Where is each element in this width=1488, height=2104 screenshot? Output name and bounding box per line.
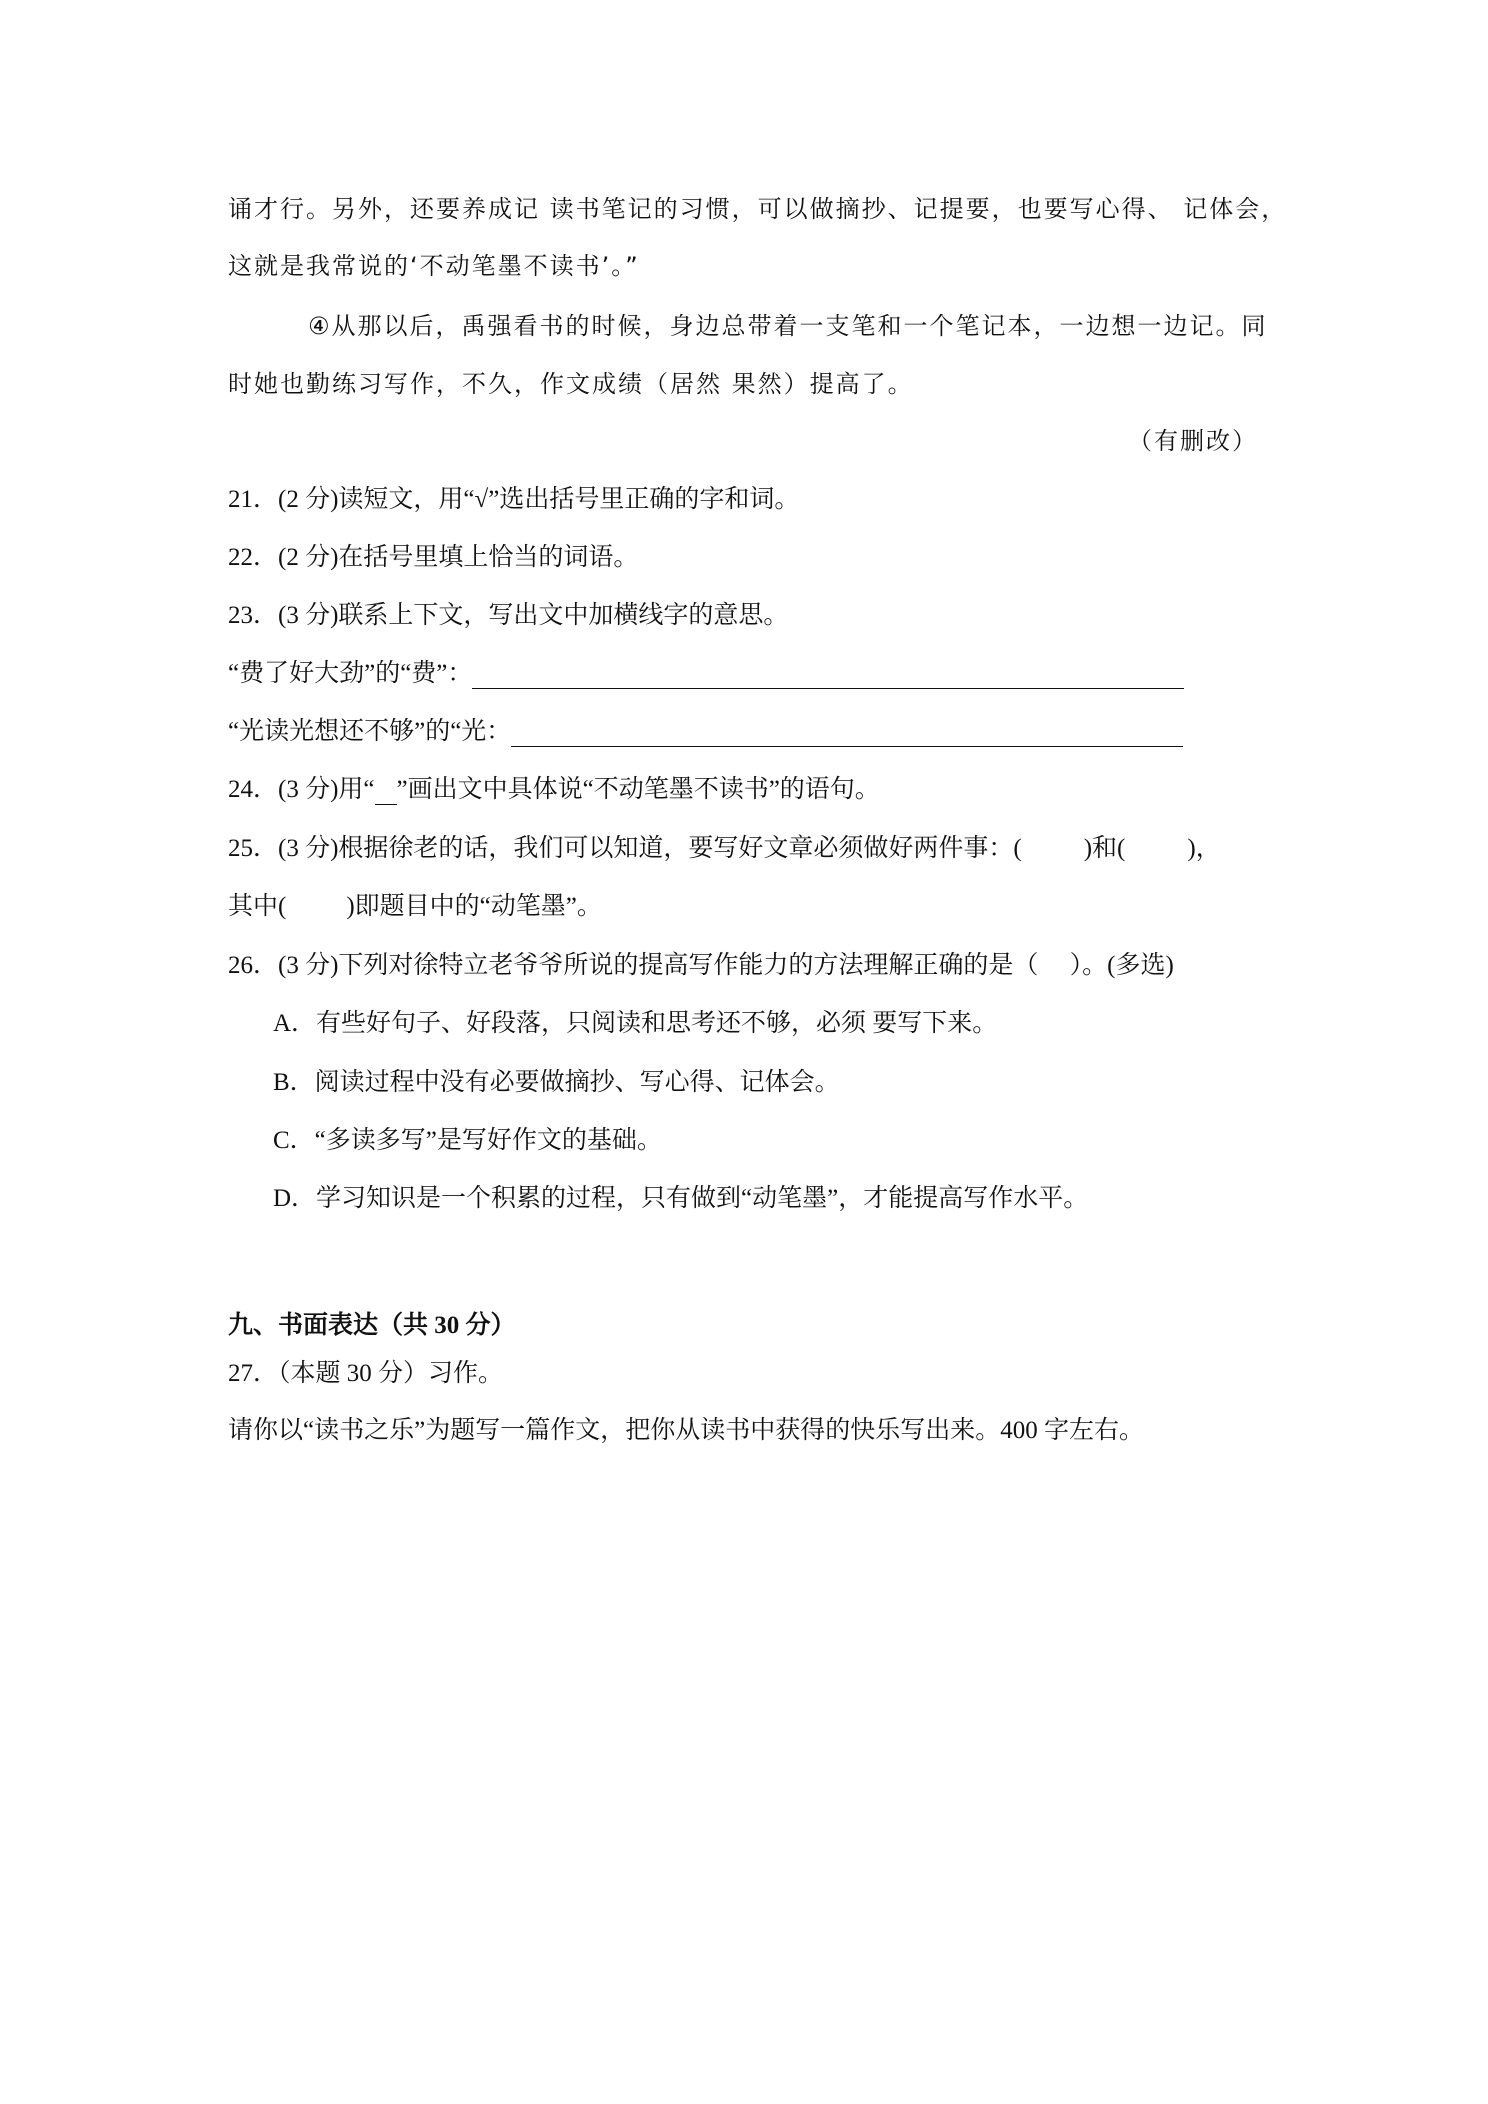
question-25-end: )即题目中的“动笔墨”。 (346, 893, 602, 920)
answer-blank-23-2[interactable] (511, 722, 1183, 747)
question-22: 22．(2 分)在括号里填上恰当的词语。 (228, 544, 639, 571)
question-25-and: )和( (1083, 835, 1126, 862)
passage-paragraph-4-line-1: ④从那以后，禹强看书的时候，身边总带着一支笔和一个笔记本，一边想一边记。同 (308, 312, 1268, 340)
question-26: 26．(3 分)下列对徐特立老爷爷所说的提高写作能力的方法理解正确的是（ ）。(多选) (228, 952, 1174, 979)
question-23-item-1-label: “费了好大劲”的“费”： (228, 660, 473, 687)
question-25 (228, 834, 1262, 864)
passage-line-1: 诵才行。另外，还要养成记 读书笔记的习惯，可以做摘抄、记提要，也要写心得、 记体会， (228, 195, 1288, 223)
passage-paragraph-4-line-2: 时她也勤练习写作，不久，作文成绩（居然 果然）提高了。 (228, 370, 914, 398)
question-24 (228, 775, 880, 805)
question-24-text-end: ”画出文中具体说“不动笔墨不读书”的语句。 (396, 776, 880, 803)
option-b[interactable]: B．阅读过程中没有必要做摘抄、写心得、记体会。 (273, 1069, 840, 1096)
question-25-which: 其中( (228, 893, 287, 920)
question-27: 27．（本题 30 分）习作。 (228, 1360, 504, 1387)
answer-blank-23-1[interactable] (472, 664, 1184, 689)
option-c[interactable]: C．“多读多写”是写好作文的基础。 (273, 1127, 662, 1154)
question-23: 23．(3 分)联系上下文，写出文中加横线字的意思。 (228, 602, 789, 629)
option-d[interactable]: D．学习知识是一个积累的过程，只有做到“动笔墨”，才能提高写作水平。 (273, 1185, 1089, 1212)
question-25-text: 25．(3 分)根据徐老的话，我们可以知道，要写好文章必须做好两件事：( (228, 835, 1022, 862)
question-23-item-1 (228, 659, 1184, 689)
passage-line-2: 这就是我常说的‘不动笔墨不读书’。” (228, 252, 640, 280)
section-9-heading: 九、书面表达（共 30 分） (228, 1312, 516, 1339)
abridged-note: （有删改） (1128, 427, 1258, 455)
question-25-line-2 (228, 892, 602, 922)
option-a[interactable]: A．有些好句子、好段落，只阅读和思考还不够，必须 要写下来。 (273, 1010, 998, 1037)
question-23-item-2-label: “光读光想还不够”的“光： (228, 718, 512, 745)
question-25-close: )， (1187, 835, 1221, 862)
underline-mark-sample (375, 782, 397, 805)
question-24-text-start: 24．(3 分)用“ (228, 776, 375, 803)
essay-prompt: 请你以“读书之乐”为题写一篇作文，把你从读书中获得的快乐写出来。400 字左右。 (228, 1417, 1144, 1444)
question-21: 21．(2 分)读短文，用“√”选出括号里正确的字和词。 (228, 486, 800, 513)
question-23-item-2 (228, 717, 1183, 747)
